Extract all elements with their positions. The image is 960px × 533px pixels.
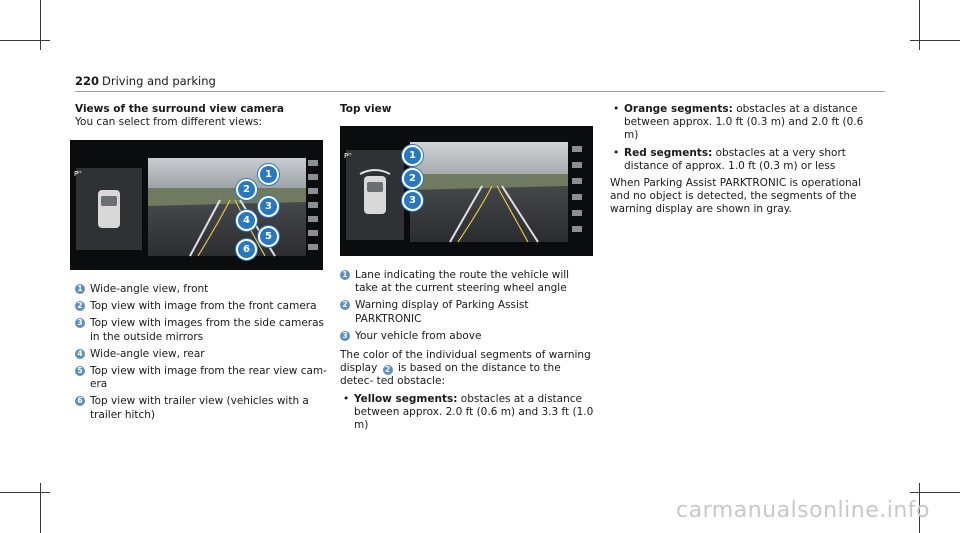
surround-view-image xyxy=(70,140,323,270)
segment-list-continued xyxy=(610,103,880,173)
list-item-text: Your vehicle from above xyxy=(355,329,482,342)
number-badge: 3 xyxy=(75,318,85,328)
list-item xyxy=(340,299,595,325)
list-item xyxy=(340,330,595,343)
left-column xyxy=(75,103,330,129)
list-item xyxy=(340,393,595,433)
right-column xyxy=(610,103,880,217)
top-view-screenshot xyxy=(340,126,593,256)
list-item-text: Top view with image from the rear view cam- era xyxy=(90,365,327,391)
list-item xyxy=(75,300,330,313)
list-item xyxy=(75,395,330,421)
number-badge: 1 xyxy=(75,284,85,294)
number-badge: 4 xyxy=(75,349,85,359)
number-badge: 2 xyxy=(383,365,393,375)
section-title: Driving and parking xyxy=(102,74,216,88)
number-badge: 5 xyxy=(75,366,85,376)
callout-3: 3 xyxy=(258,196,279,217)
list-item-text: Top view with trailer view (vehicles with a trailer hitch) xyxy=(90,395,309,421)
list-item xyxy=(610,147,880,173)
list-item xyxy=(75,317,330,343)
vehicle-top-icon xyxy=(98,190,120,228)
list-item-text: Top view with images from the side cameras in the outside mirrors xyxy=(90,317,325,343)
number-badge: 3 xyxy=(340,331,350,341)
callout-1: 1 xyxy=(402,145,423,166)
middle-column-heading xyxy=(340,103,595,116)
number-badge: 2 xyxy=(75,301,85,311)
page-number: 220 xyxy=(75,74,100,88)
top-view-image xyxy=(340,126,593,256)
bullet-icon: • xyxy=(343,392,350,405)
list-item-text: Top view with image from the front camera xyxy=(90,300,317,313)
number-badge: 6 xyxy=(75,396,85,406)
list-item-text: Wide-angle view, front xyxy=(90,283,209,295)
segment-label: Orange segments: xyxy=(624,103,733,115)
callout-3: 3 xyxy=(402,190,423,211)
segment-label: Red segments: xyxy=(624,146,713,159)
svg-text:Pᴴ: Pᴴ xyxy=(344,152,352,160)
callout-5: 5 xyxy=(258,226,279,247)
list-item xyxy=(340,269,595,295)
heading-top-view: Top view xyxy=(340,103,392,115)
watermark: carmanualsonline.info xyxy=(676,498,930,523)
para-before: The color of the individual segments of warning display xyxy=(340,349,591,375)
heading-surround-views: Views of the surround view camera xyxy=(75,103,284,115)
operational-paragraph: When Parking Assist PARKTRONIC is operational and no object is detected, the segments of the warning display are shown in gray. xyxy=(610,177,862,216)
segment-color-paragraph xyxy=(340,349,595,389)
para-after: is based on the distance to the detec- ted obstacle: xyxy=(340,362,561,388)
callout-2: 2 xyxy=(236,179,257,200)
crop-mark xyxy=(40,0,41,50)
bullet-icon: • xyxy=(613,103,620,115)
crop-mark xyxy=(910,492,960,493)
view-list xyxy=(75,283,330,422)
number-badge: 1 xyxy=(340,270,350,280)
callout-1: 1 xyxy=(258,164,279,185)
list-item xyxy=(75,283,330,296)
vehicle-top-icon xyxy=(364,176,386,214)
segment-text: obstacles at a very short distance of approx. 1.0 ft (0.3 m) or less xyxy=(624,146,846,172)
intro-text: You can select from different views: xyxy=(75,116,263,129)
crop-mark xyxy=(0,492,50,493)
list-item-text: Wide-angle view, rear xyxy=(90,347,205,360)
number-badge: 2 xyxy=(340,300,350,310)
left-legend xyxy=(75,283,330,426)
crop-mark xyxy=(919,0,920,50)
crop-mark xyxy=(910,40,960,41)
surround-view-screenshot xyxy=(70,140,323,270)
callout-2: 2 xyxy=(402,168,423,189)
bullet-icon: • xyxy=(613,146,620,159)
crop-mark xyxy=(40,483,41,533)
crop-mark xyxy=(0,40,50,41)
segment-list xyxy=(340,393,595,433)
list-item-text: Lane indicating the route the vehicle will take at the current steering wheel angle xyxy=(355,269,570,295)
list-item xyxy=(610,103,880,143)
callout-6: 6 xyxy=(236,239,257,260)
list-item xyxy=(75,365,330,391)
svg-text:Pᴴ: Pᴴ xyxy=(74,170,82,178)
segment-text: obstacles at a distance between approx. 2.0 ft (0.6 m) and 3.3 ft (1.0 m) xyxy=(354,392,594,432)
callout-4: 4 xyxy=(236,210,257,231)
segment-label: Yellow segments: xyxy=(354,392,458,405)
header-rule xyxy=(75,91,885,92)
list-item xyxy=(75,348,330,361)
top-view-list xyxy=(340,269,595,343)
list-item-text: Warning display of Parking Assist PARKTRONIC xyxy=(355,299,529,325)
segment-text: obstacles at a distance between approx. 1.0 ft (0.3 m) and 2.0 ft (0.6 m) xyxy=(624,103,864,142)
middle-legend xyxy=(340,269,595,436)
